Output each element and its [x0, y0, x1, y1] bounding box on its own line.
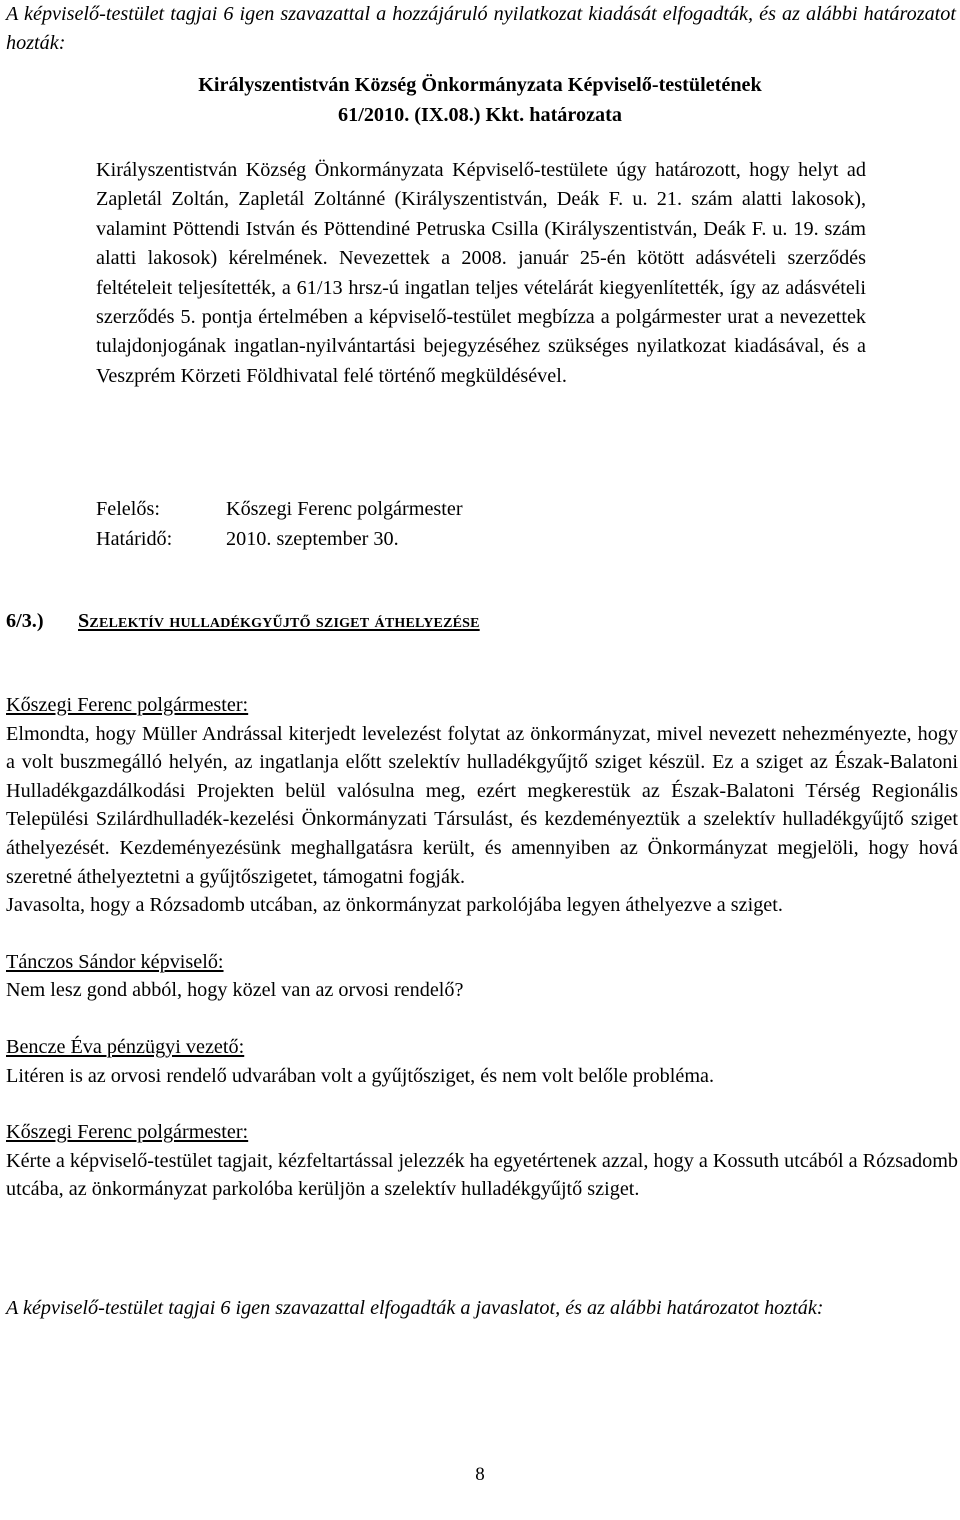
speech-paragraph: Kérte a képviselő-testület tagjait, kézfeltartással jelezzék ha egyetértenek azzal, hogy a Kossuth utcából a Rózsadomb utcába, az önkormányzat parkolóba kerüljön a szelektív hulladékgyűjtő sziget.	[6, 1149, 958, 1201]
speaker-block	[6, 1033, 958, 1090]
section-number: 6/3.)	[6, 610, 44, 632]
vote-intro-text: A képviselő-testület tagjai 6 igen szavazattal a hozzájáruló nyilatkozat kiadását elfogadták, és az alábbi határozatot hozták:	[6, 3, 956, 54]
responsible-row	[96, 494, 796, 524]
speaker-block	[6, 691, 958, 920]
responsible-label: Felelős:	[96, 498, 160, 520]
deadline-row	[96, 524, 796, 554]
speaker-name: Kőszegi Ferenc polgármester:	[6, 694, 249, 716]
discussion	[6, 691, 958, 1204]
responsible-block	[96, 494, 796, 554]
speech-paragraph: Javasolta, hogy a Rózsadomb utcában, az önkormányzat parkolójába legyen áthelyezve a sziget.	[6, 894, 783, 917]
speaker-block	[6, 948, 958, 1005]
deadline-value: 2010. szeptember 30.	[226, 528, 399, 550]
speaker-name: Bencze Éva pénzügyi vezető:	[6, 1035, 245, 1058]
section-title: Szelektív hulladékgyűjtő sziget áthelyezése	[78, 610, 480, 632]
speech-paragraph: Elmondta, hogy Müller Andrással kiterjedt levelezést folytat az önkormányzat, mivel nevezett nehezményezte, hogy a volt buszmegálló helyén, az ingatlanja előtt szelektív hulladékgyűjtő sziget készül. Ez a sziget az Észak-Balatoni Hulladékgazdálkodási Projekten belül valósulna meg, ezért megkerestük az Észak-Balatoni Térség Regionális Települési Szilárdhulladék-kezelési Önkormányzati Társulást, és kezdeményeztük a szelektív hulladékgyűjtő sziget áthelyezését. Kezdeményezésünk meghallgatásra került, és amennyiben az Önkormányzat megjelöli, hogy hová szeretné áthelyeztetni a gyűjtőszigetet, támogatni fogják.	[6, 722, 958, 888]
resolution-body: Királyszentistván Község Önkormányzata Képviselő-testülete úgy határozott, hogy helyt ad Zapletál Zoltán, Zapletál Zoltánné (Királyszentistván, Deák F. u. 21. szám alatti lakosok), valamint Pöttendi István és Pöttendiné Petruska Csilla (Királyszentistván, Deák F. u. 19. szám alatti lakosok) kérelmének. Nevezettek a 2008. január 25-én kötött adásvételi szerződés feltételeit teljesítették, a 61/13 hrsz-ú ingatlan teljes vételárát kiegyenlítették, így az adásvételi szerződés 5. pontja értelmében a képviselő-testület megbízza a polgármester urat a nevezettek tulajdonjogának ingatlan-nyilvántartási bejegyzéséhez szükséges nyilatkozat kiadásával, és a Veszprém Körzeti Földhivatal felé történő megküldésével.	[96, 159, 866, 387]
resolution-title	[0, 70, 960, 130]
speech-paragraph: Litéren is az orvosi rendelő udvarában volt a gyűjtősziget, és nem volt belőle probléma.	[6, 1064, 715, 1087]
speaker-block	[6, 1118, 958, 1204]
section-heading	[6, 607, 906, 636]
responsible-value: Kőszegi Ferenc polgármester	[226, 498, 463, 520]
vote-outro-text: A képviselő-testület tagjai 6 igen szavazattal elfogadták a javaslatot, és az alábbi határozatot hozták:	[6, 1297, 824, 1319]
speaker-name: Kőszegi Ferenc polgármester:	[6, 1121, 249, 1144]
resolution-title-line1: Királyszentistván Község Önkormányzata Képviselő-testületének	[198, 74, 762, 96]
speaker-name: Tánczos Sándor képviselő:	[6, 950, 224, 973]
deadline-label: Határidő:	[96, 528, 173, 550]
resolution-title-line2: 61/2010. (IX.08.) Kkt. határozata	[338, 104, 622, 126]
speech-paragraph: Nem lesz gond abból, hogy közel van az orvosi rendelő?	[6, 979, 464, 1002]
page-number: 8	[475, 1464, 485, 1485]
